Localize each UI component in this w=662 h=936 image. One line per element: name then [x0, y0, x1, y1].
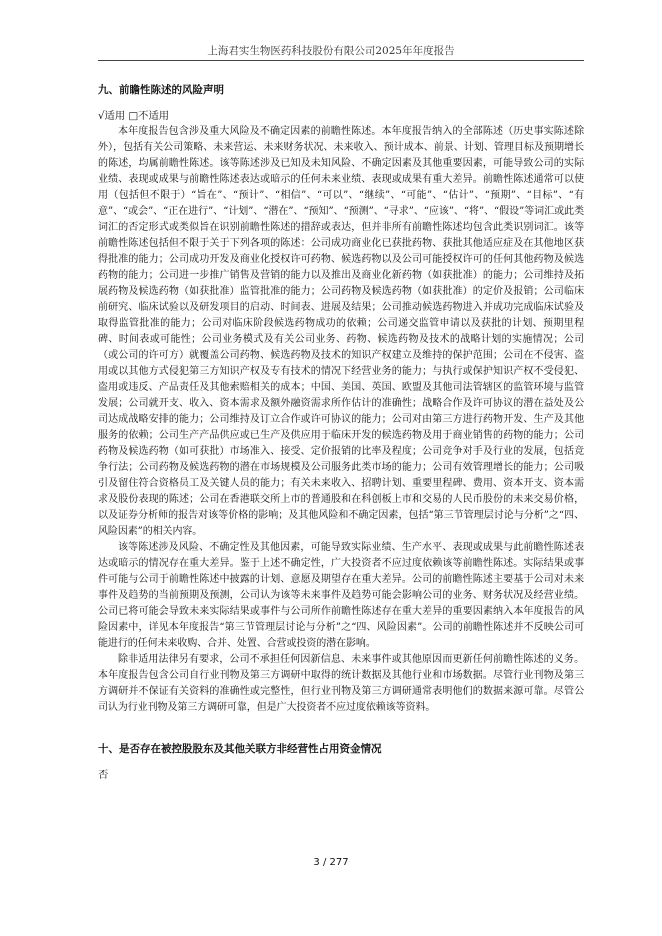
section-nine-title: 九、前瞻性陈述的风险声明	[98, 84, 224, 96]
header-divider	[98, 60, 584, 61]
paragraph-forward-looking-3: 除非适用法律另有要求，公司不承担任何因新信息、未来事件或其他原因而更新任何前瞻性陈述的义务。本年度报告包含公司自行业刊物及第三方调研中取得的统计数据及其他行业和市场数据。尽管行业刊物及第三方调研并不保证有关资料的准确性或完整性，但行业刊物及第三方调研通常表明他们的数据来源可靠。尽管公司认为行业刊物及第三方调研可靠，但是广大投资者不应过度依赖该等资料。	[98, 654, 584, 713]
section-ten-title: 十、是否存在被控股股东及其他关联方非经营性占用资金情况	[98, 743, 382, 755]
section-ten-answer: 否	[98, 769, 109, 781]
paragraph-forward-looking-2: 该等陈述涉及风险、不确定性及其他因素，可能导致实际业绩、生产水平、表现或成果与此前瞻性陈述表达或暗示的情况存在重大差异。鉴于上述不确定性，广大投资者不应过度依赖该等前瞻性陈述。实际结果或事件可能与公司于前瞻性陈述中披露的计划、意愿及期望存在重大差异。公司的前瞻性陈述主要基于公司对未来事件及趋势的当前预期及预测，公司认为该等未来事件及趋势可能会影响公司的业务、财务状况及经营业绩。公司已将可能会导致未来实际结果或事件与公司所作前瞻性陈述存在重大差异的重要因素纳入本年度报告的风险因素中，详见本年度报告“第三节管理层讨论与分析”之“四、风险因素”。公司的前瞻性陈述并不反映公司可能进行的任何未来收购、合并、处置、合营或投资的潜在影响。	[98, 542, 584, 649]
page-number: 3 / 277	[313, 857, 349, 868]
applicability-note: √适用 □不适用	[98, 110, 170, 122]
page-content	[98, 82, 584, 783]
section-ten	[98, 741, 584, 783]
page-header: 上海君实生物医药科技股份有限公司2025年年度报告	[207, 45, 455, 57]
paragraph-forward-looking-1: 本年度报告包含涉及重大风险及不确定因素的前瞻性陈述。本年度报告纳入的全部陈述（历史事实陈述除外），包括有关公司策略、未来营运、未来财务状况、未来收入、预计成本、前景、计划、管理目标及预期增长的陈述，均属前瞻性陈述。该等陈述涉及已知及未知风险、不确定因素及其他重要因素，可能导致公司的实际业绩、表现或成果与前瞻性陈述表达或暗示的任何未来业绩、表现或成果有重大差异。前瞻性陈述通常可以使用（包括但不限于）“旨在”、“预计”、“相信”、“可以”、“继续”、“可能”、“估计”、“预期”、“目标”、“有意”、“或会”、“正在进行”、“计划”、“潜在”、“预知”、“预测”、“寻求”、“应该”、“将”、“假设”等词汇或此类词汇的否定形式或类似旨在识别前瞻性陈述的措辞或表达，但并非所有前瞻性陈述均包含此类识别词汇。该等前瞻性陈述包括但不限于关于下列各项的陈述：公司成功商业化已获批药物、获批其他适应症及在其他地区获得批准的能力；公司成功开发及商业化授权许可药物、候选药物以及公司可能授权许可的任何其他药物及候选药物的能力；公司进一步推广销售及营销的能力以及推出及商业化新药物（如获批准）的能力；公司维持及拓展药物及候选药物（如获批准）监管批准的能力；公司药物及候选药物（如获批准）的定价及报销；公司临床前研究、临床试验以及研发项目的启动、时间表、进展及结果；公司推动候选药物进入并成功完成临床试验及取得监管批准的能力；公司对临床阶段候选药物成功的依赖；公司递交监管申请以及获批的计划、预期里程碑、时间表或可能性；公司业务模式及有关公司业务、药物、候选药物及技术的战略计划的实施情况；公司（或公司的许可方）就覆盖公司药物、候选药物及技术的知识产权建立及维持的保护范围；公司在不侵害、盗用或以其他方式侵犯第三方知识产权及专有技术的情况下经营业务的能力；与执行或保护知识产权不受侵犯、盗用或违反、产品责任及其他索赔相关的成本；中国、美国、英国、欧盟及其他司法管辖区的监管环境与监管发展；公司就开支、收入、资本需求及额外融资需求所作估计的准确性；战略合作及许可协议的潜在益处及公司达成战略安排的能力；公司维持及订立合作或许可协议的能力；公司对由第三方进行药物开发、生产及其他服务的依赖；公司生产产品供应或已生产及供应用于临床开发的候选药物及用于商业销售的药物的能力；公司药物及候选药物（如可获批）市场准入、接受、定价报销的比率及程度；公司竞争对手及行业的发展，包括竞争行法；公司药物及候选药物的潜在市场规模及公司服务此类市场的能力；公司有效管理增长的能力；公司吸引及留住符合资格员工及关键人员的能力；有关未来收入、招聘计划、重要里程碑、费用、资本开支、资本需求及股份表现的陈述；公司在香港联交所上市的普通股和在科创板上市和交易的人民币股份的未来交易价格，以及证券分析师的报告对该等价格的影响；及其他风险和不确定因素，包括“第三节管理层讨论与分析”之“四、风险因素”的相关内容。	[98, 126, 584, 537]
